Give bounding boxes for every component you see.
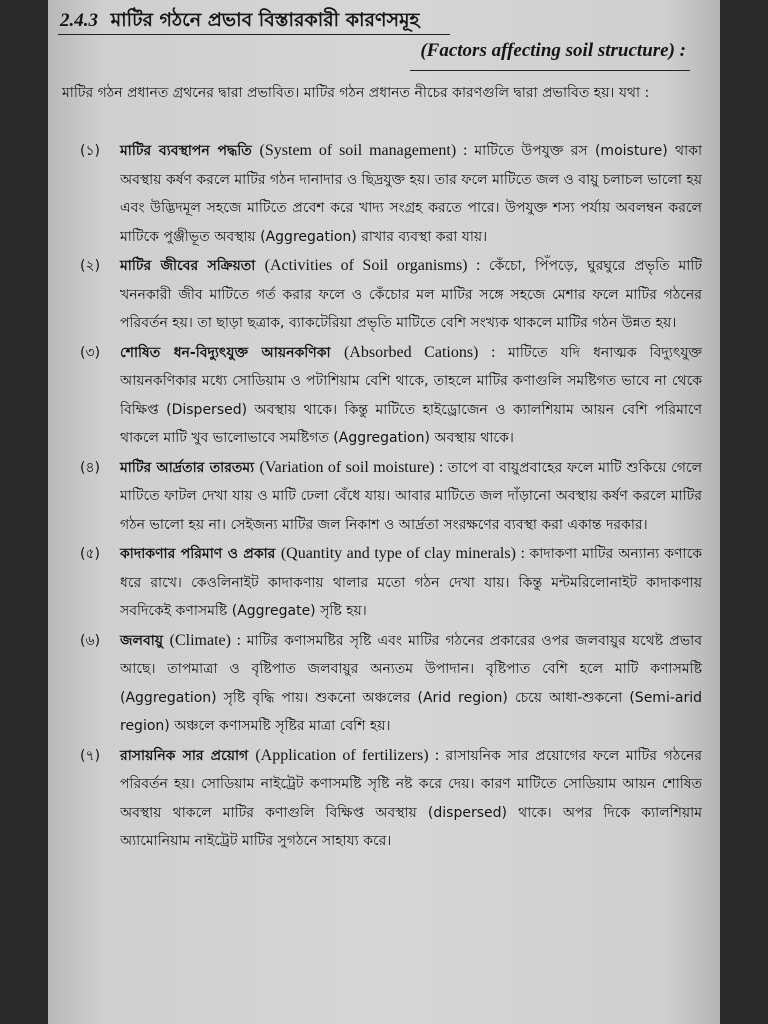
book-page [48, 0, 720, 1024]
item-marker: (৩) [80, 344, 101, 361]
item-title-bengali: মাটির জীবের সক্রিয়তা [120, 258, 265, 274]
factor-item [62, 137, 702, 251]
item-title-bengali: জলবায়ু [120, 632, 170, 649]
factor-item [62, 454, 702, 540]
item-title-english: (Variation of soil moisture) : [259, 458, 448, 476]
item-title-bengali: মাটির ব্যবস্থাপন পদ্ধতি [120, 143, 260, 159]
section-title-english: (Factors affecting soil structure) : [420, 40, 686, 61]
intro-paragraph: মাটির গঠন প্রধানত গ্রথনের দ্বারা প্রভাবিত। মাটির গঠন প্রধানত নীচের কারণগুলি দ্বারা প্রভাবিত হয়। যথা : [62, 85, 650, 101]
item-marker: (১) [80, 143, 101, 159]
factor-item [62, 339, 702, 453]
section-number: 2.4.3 [60, 10, 98, 31]
item-title-english: (Activities of Soil organisms) : [264, 257, 489, 274]
item-body: রাসায়নিক সার প্রয়োগের ফলে মাটির গঠনের পরিবর্তন হয়। সোডিয়াম নাইট্রেট কণাসমষ্টি সৃষ্টি নষ্ট করে দেয়। কারণ মাটিতে সোডিয়াম আয়ন শোষিত অবস্থায় থাকলে মাটির কণাগুলি বিক্ষিপ্ত অবস্থায় (dispersed) থাকে। অপর দিকে ক্যালশিয়াম অ্যামোনিয়াম নাইট্রেট মাটির সুগঠনে সাহায্য করে। [120, 747, 702, 849]
factor-item [62, 252, 702, 338]
factor-list [62, 137, 702, 857]
factor-item [62, 540, 702, 626]
item-body: মাটিতে যদি ধনাত্মক বিদ্যুৎযুক্ত আয়নকণিকার মধ্যে সোডিয়াম ও পটাশিয়াম বেশি থাকে, তাহলে মাটির কণাগুলি সমষ্টিগত ভাবে না থেকে বিক্ষিপ্ত (Dispersed) অবস্থায় থাকে। কিন্তু মাটিতে হাইড্রোজেন ও ক্যালশিয়াম আয়ন বেশি পরিমাণে থাকলে মাটি খুব ভালোভাবে সমষ্টিগত (Aggregation) অবস্থায় থাকে। [120, 344, 702, 446]
item-body: তাপে বা বায়ুপ্রবাহের ফলে মাটি শুকিয়ে গেলে মাটিতে ফাটল দেখা যায় ও মাটি ঢেলা বেঁধে যায়। আবার মাটিতে জল দাঁড়ানো অবস্থায় কর্ষণ করলে মাটির গঠন ভালো হয় না। সেইজন্য মাটির জল নিকাশ ও আর্দ্রতা সংরক্ষণের ব্যবস্থা করা একান্ত দরকার। [120, 459, 702, 533]
section-title-bengali: মাটির গঠনে প্রভাব বিস্তারকারী কারণসমূহ [110, 9, 420, 31]
factor-item [62, 742, 702, 856]
heading-rule [58, 34, 450, 35]
item-marker: (৭) [80, 747, 101, 764]
item-marker: (৬) [80, 632, 101, 649]
item-title-bengali: মাটির আর্দ্রতার তারতম্য [120, 459, 260, 476]
item-title-english: (Application of fertilizers) : [255, 746, 446, 764]
item-marker: (৪) [80, 459, 101, 476]
item-title-bengali: কাদাকণার পরিমাণ ও প্রকার [120, 546, 281, 562]
factor-item [62, 627, 702, 741]
item-body: কেঁচো, পিঁপড়ে, ঘুরঘুরে প্রভৃতি মাটি খননকারী জীব মাটিতে গর্ত করার ফলে ও কেঁচোর মল মাটির সঙ্গে সহজে মেশার ফলে মাটির গঠনের পরিবর্তন হয়। তা ছাড়া ছত্রাক, ব্যাকটেরিয়া প্রভৃতি মাটিতে বেশি সংখ্যক থাকলে মাটির গঠন উন্নত হয়। [120, 258, 702, 331]
item-title-english: (Quantity and type of clay minerals) : [280, 545, 530, 562]
subheading-rule [410, 70, 690, 71]
item-title-english: (Absorbed Cations) : [344, 343, 508, 361]
item-body: মাটির কণাসমষ্টির সৃষ্টি এবং মাটির গঠনের প্রকারের ওপর জলবায়ুর যথেষ্ট প্রভাব আছে। তাপমাত্রা ও বৃষ্টিপাত জলবায়ুর অন্যতম উপাদান। বৃষ্টিপাত বেশি হলে মাটি কণাসমষ্টি (Aggregation) সৃষ্টি বৃদ্ধি পায়। শুকনো অঞ্চলের (Arid region) চেয়ে আধা-শুকনো (Semi-arid region) অঞ্চলে কণাসমষ্টি সৃষ্টির মাত্রা বেশি হয়। [120, 632, 702, 734]
item-title-bengali: শোষিত ধন-বিদ্যুৎযুক্ত আয়নকণিকা [120, 344, 345, 361]
item-title-bengali: রাসায়নিক সার প্রয়োগ [120, 747, 256, 764]
item-title-english: (System of soil management) : [259, 142, 475, 159]
item-marker: (২) [80, 258, 101, 274]
item-title-english: (Climate) : [169, 631, 247, 649]
item-body: কাদাকণা মাটির অন্যান্য কণাকে ধরে রাখে। কেওলিনাইট কাদাকণায় থালার মতো গঠন দেখা যায়। কিন্তু মন্টমরিলোনাইট কাদাকণায় সবদিকেই কণাসমষ্টি (Aggregate) সৃষ্টি হয়। [120, 546, 702, 619]
item-body: মাটিতে উপযুক্ত রস (moisture) থাকা অবস্থায় কর্ষণ করলে মাটির গঠন দানাদার ও ছিদ্রযুক্ত হয়। তার ফলে মাটিতে জল ও বায়ু চলাচল ভালো হয় এবং উদ্ভিদমূল সহজে মাটিতে প্রবেশ করে খাদ্য সংগ্রহ করতে পারে। উপযুক্ত শস্য পর্যায় অবলম্বন করলে মাটিকে পুঞ্জীভূত অবস্থায় (Aggregation) রাখার ব্যবস্থা করা যায়। [120, 143, 703, 245]
item-marker: (৫) [80, 546, 101, 562]
